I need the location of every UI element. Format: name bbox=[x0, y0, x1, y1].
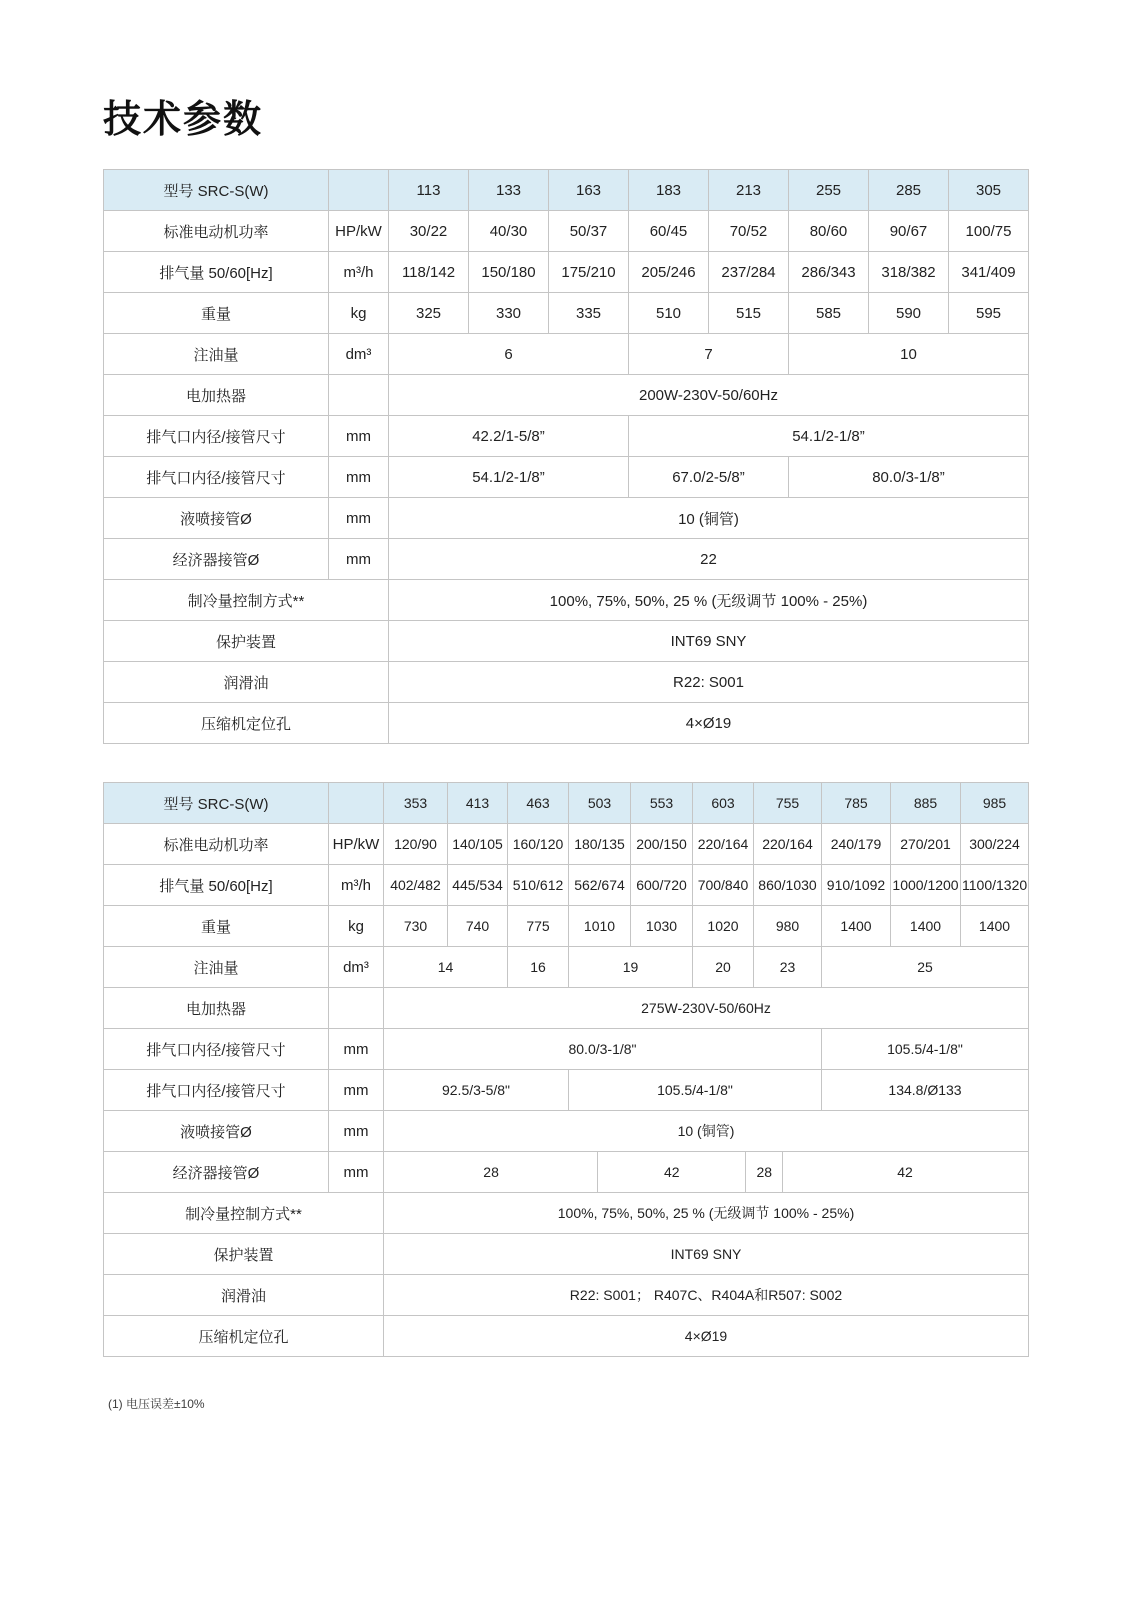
value-cell: 600/720 bbox=[631, 865, 693, 906]
merged-value-cell: 10 bbox=[789, 334, 1029, 375]
row-label-cell: 压缩机定位孔 bbox=[104, 1316, 384, 1357]
unit-header-cell bbox=[329, 783, 384, 824]
unit-cell: mm bbox=[329, 1152, 384, 1193]
value-cell: 100/75 bbox=[949, 211, 1029, 252]
value-cell: 180/135 bbox=[569, 824, 631, 865]
table-row bbox=[104, 334, 1029, 375]
row-label-cell: 排气口内径/接管尺寸 bbox=[104, 457, 329, 498]
value-cell: 270/201 bbox=[891, 824, 961, 865]
value-cell: 16 bbox=[508, 947, 569, 988]
value-cell: 510 bbox=[629, 293, 709, 334]
model-cell: 133 bbox=[469, 170, 549, 211]
model-cell: 183 bbox=[629, 170, 709, 211]
value-cell: 910/1092 bbox=[822, 865, 891, 906]
row-label-cell: 制冷量控制方式** bbox=[104, 1193, 384, 1234]
table-row bbox=[104, 1152, 1029, 1193]
table-row bbox=[104, 457, 1029, 498]
row-label-cell: 注油量 bbox=[104, 947, 329, 988]
row-label-cell: 重量 bbox=[104, 293, 329, 334]
table-row bbox=[104, 1275, 1029, 1316]
value-cell: 200/150 bbox=[631, 824, 693, 865]
value-cell: 240/179 bbox=[822, 824, 891, 865]
value-cell: 40/30 bbox=[469, 211, 549, 252]
model-cell: 255 bbox=[789, 170, 869, 211]
unit-cell: mm bbox=[329, 1111, 384, 1152]
unit-cell bbox=[329, 988, 384, 1029]
table-row bbox=[104, 416, 1029, 457]
flex-cell-row bbox=[385, 1152, 1027, 1192]
merged-value-cell: 200W-230V-50/60Hz bbox=[389, 375, 1029, 416]
merged-value-cell: 25 bbox=[822, 947, 1029, 988]
row-label-cell: 液喷接管Ø bbox=[104, 1111, 329, 1152]
table-row bbox=[104, 947, 1029, 988]
table-row bbox=[104, 824, 1029, 865]
spec-tables-container bbox=[103, 169, 1028, 1357]
value-cell: 590 bbox=[869, 293, 949, 334]
merged-flex-cell bbox=[384, 1152, 1029, 1193]
model-cell: 785 bbox=[822, 783, 891, 824]
row-label-cell: 制冷量控制方式** bbox=[104, 580, 389, 621]
unit-cell bbox=[329, 375, 389, 416]
value-cell: 1400 bbox=[891, 906, 961, 947]
unit-cell: kg bbox=[329, 906, 384, 947]
model-label-cell: 型号 SRC-S(W) bbox=[104, 783, 329, 824]
unit-cell: HP/kW bbox=[329, 824, 384, 865]
value-cell: 120/90 bbox=[384, 824, 448, 865]
row-label-cell: 润滑油 bbox=[104, 1275, 384, 1316]
value-cell: 730 bbox=[384, 906, 448, 947]
value-cell: 980 bbox=[754, 906, 822, 947]
model-cell: 503 bbox=[569, 783, 631, 824]
merged-value-cell: 80.0/3-1/8” bbox=[789, 457, 1029, 498]
merged-value-cell: 22 bbox=[389, 539, 1029, 580]
model-cell: 353 bbox=[384, 783, 448, 824]
table-row bbox=[104, 662, 1029, 703]
model-cell: 603 bbox=[693, 783, 754, 824]
row-label-cell: 标准电动机功率 bbox=[104, 824, 329, 865]
value-cell: 585 bbox=[789, 293, 869, 334]
value-cell: 860/1030 bbox=[754, 865, 822, 906]
value-cell: 775 bbox=[508, 906, 569, 947]
value-cell: 300/224 bbox=[961, 824, 1029, 865]
merged-value-cell: 54.1/2-1/8” bbox=[389, 457, 629, 498]
spec-table-1 bbox=[103, 169, 1029, 744]
row-label-cell: 排气量 50/60[Hz] bbox=[104, 252, 329, 293]
footnote: (1) 电压误差±10% bbox=[108, 1397, 205, 1411]
value-cell: 118/142 bbox=[389, 252, 469, 293]
value-cell: 1020 bbox=[693, 906, 754, 947]
value-cell: 28 bbox=[746, 1152, 783, 1192]
model-cell: 163 bbox=[549, 170, 629, 211]
row-label-cell: 排气口内径/接管尺寸 bbox=[104, 416, 329, 457]
value-cell: 1030 bbox=[631, 906, 693, 947]
row-label-cell: 润滑油 bbox=[104, 662, 389, 703]
value-cell: 160/120 bbox=[508, 824, 569, 865]
value-cell: 1000/1200 bbox=[891, 865, 961, 906]
merged-value-cell: R22: S001； R407C、R404A和R507: S002 bbox=[384, 1275, 1029, 1316]
value-cell: 1100/1320 bbox=[961, 865, 1029, 906]
row-label-cell: 重量 bbox=[104, 906, 329, 947]
model-cell: 985 bbox=[961, 783, 1029, 824]
unit-cell: mm bbox=[329, 457, 389, 498]
value-cell: 1400 bbox=[822, 906, 891, 947]
value-cell: 50/37 bbox=[549, 211, 629, 252]
merged-value-cell: INT69 SNY bbox=[389, 621, 1029, 662]
value-cell: 318/382 bbox=[869, 252, 949, 293]
merged-value-cell: 105.5/4-1/8" bbox=[822, 1029, 1029, 1070]
merged-value-cell: 100%, 75%, 50%, 25 % (无级调节 100% - 25%) bbox=[384, 1193, 1029, 1234]
row-label-cell: 排气口内径/接管尺寸 bbox=[104, 1070, 329, 1111]
page-title: 技术参数 bbox=[103, 99, 264, 141]
merged-value-cell: 19 bbox=[569, 947, 693, 988]
unit-cell: m³/h bbox=[329, 252, 389, 293]
model-cell: 463 bbox=[508, 783, 569, 824]
model-cell: 755 bbox=[754, 783, 822, 824]
unit-cell: mm bbox=[329, 416, 389, 457]
model-cell: 285 bbox=[869, 170, 949, 211]
value-cell: 220/164 bbox=[693, 824, 754, 865]
unit-header-cell bbox=[329, 170, 389, 211]
unit-cell: dm³ bbox=[329, 334, 389, 375]
table-row bbox=[104, 988, 1029, 1029]
value-cell: 562/674 bbox=[569, 865, 631, 906]
unit-cell: mm bbox=[329, 1070, 384, 1111]
table-row bbox=[104, 1316, 1029, 1357]
table-row bbox=[104, 375, 1029, 416]
model-cell: 213 bbox=[709, 170, 789, 211]
document-page bbox=[103, 88, 1028, 1412]
model-cell: 553 bbox=[631, 783, 693, 824]
value-cell: 341/409 bbox=[949, 252, 1029, 293]
table-header-row bbox=[104, 783, 1029, 824]
merged-value-cell: 100%, 75%, 50%, 25 % (无级调节 100% - 25%) bbox=[389, 580, 1029, 621]
merged-value-cell: 92.5/3-5/8" bbox=[384, 1070, 569, 1111]
value-cell: 42 bbox=[897, 1164, 913, 1180]
merged-value-cell: 6 bbox=[389, 334, 629, 375]
table-row bbox=[104, 1029, 1029, 1070]
unit-cell: mm bbox=[329, 498, 389, 539]
merged-value-cell: 54.1/2-1/8” bbox=[629, 416, 1029, 457]
value-cell: 335 bbox=[549, 293, 629, 334]
value-cell: 740 bbox=[448, 906, 508, 947]
unit-cell: m³/h bbox=[329, 865, 384, 906]
value-cell: 30/22 bbox=[389, 211, 469, 252]
unit-cell: mm bbox=[329, 539, 389, 580]
value-cell: 402/482 bbox=[384, 865, 448, 906]
table-row bbox=[104, 293, 1029, 334]
merged-value-cell: 42.2/1-5/8” bbox=[389, 416, 629, 457]
table-row bbox=[104, 211, 1029, 252]
value-cell: 1010 bbox=[569, 906, 631, 947]
merged-value-cell: 4×Ø19 bbox=[389, 703, 1029, 744]
merged-value-cell: 14 bbox=[384, 947, 508, 988]
row-label-cell: 保护装置 bbox=[104, 1234, 384, 1275]
value-cell: 515 bbox=[709, 293, 789, 334]
row-label-cell: 标准电动机功率 bbox=[104, 211, 329, 252]
value-cell: 28 bbox=[385, 1152, 598, 1192]
unit-cell: HP/kW bbox=[329, 211, 389, 252]
value-cell: 42 bbox=[598, 1152, 746, 1192]
table-row bbox=[104, 1070, 1029, 1111]
row-label-cell: 经济器接管Ø bbox=[104, 539, 329, 580]
table-row bbox=[104, 498, 1029, 539]
merged-value-cell: 80.0/3-1/8" bbox=[384, 1029, 822, 1070]
merged-value-cell: 275W-230V-50/60Hz bbox=[384, 988, 1029, 1029]
value-cell: 445/534 bbox=[448, 865, 508, 906]
table-row bbox=[104, 865, 1029, 906]
table-header-row bbox=[104, 170, 1029, 211]
model-label-cell: 型号 SRC-S(W) bbox=[104, 170, 329, 211]
row-label-cell: 经济器接管Ø bbox=[104, 1152, 329, 1193]
model-cell: 885 bbox=[891, 783, 961, 824]
value-cell: 595 bbox=[949, 293, 1029, 334]
value-cell: 205/246 bbox=[629, 252, 709, 293]
value-cell: 20 bbox=[693, 947, 754, 988]
value-cell: 140/105 bbox=[448, 824, 508, 865]
table-row bbox=[104, 1193, 1029, 1234]
value-cell: 330 bbox=[469, 293, 549, 334]
row-label-cell: 电加热器 bbox=[104, 375, 329, 416]
model-cell: 305 bbox=[949, 170, 1029, 211]
merged-value-cell: INT69 SNY bbox=[384, 1234, 1029, 1275]
row-label-cell: 排气口内径/接管尺寸 bbox=[104, 1029, 329, 1070]
value-cell: 237/284 bbox=[709, 252, 789, 293]
value-cell: 325 bbox=[389, 293, 469, 334]
model-cell: 113 bbox=[389, 170, 469, 211]
table-row bbox=[104, 703, 1029, 744]
value-cell: 60/45 bbox=[629, 211, 709, 252]
model-cell: 413 bbox=[448, 783, 508, 824]
row-label-cell: 液喷接管Ø bbox=[104, 498, 329, 539]
unit-cell: dm³ bbox=[329, 947, 384, 988]
table-row bbox=[104, 252, 1029, 293]
row-label-cell: 压缩机定位孔 bbox=[104, 703, 389, 744]
value-cell: 700/840 bbox=[693, 865, 754, 906]
table-row bbox=[104, 906, 1029, 947]
value-cell: 1400 bbox=[961, 906, 1029, 947]
value-cell: 175/210 bbox=[549, 252, 629, 293]
table-row bbox=[104, 580, 1029, 621]
table-row bbox=[104, 621, 1029, 662]
row-label-cell: 注油量 bbox=[104, 334, 329, 375]
value-cell: 150/180 bbox=[469, 252, 549, 293]
merged-value-cell: 10 (铜管) bbox=[389, 498, 1029, 539]
value-cell: 286/343 bbox=[789, 252, 869, 293]
row-label-cell: 电加热器 bbox=[104, 988, 329, 1029]
value-cell: 80/60 bbox=[789, 211, 869, 252]
table-row bbox=[104, 539, 1029, 580]
value-cell: 220/164 bbox=[754, 824, 822, 865]
merged-value-cell: 67.0/2-5/8” bbox=[629, 457, 789, 498]
table-row bbox=[104, 1111, 1029, 1152]
unit-cell: mm bbox=[329, 1029, 384, 1070]
merged-value-cell: 105.5/4-1/8" bbox=[569, 1070, 822, 1111]
row-label-cell: 排气量 50/60[Hz] bbox=[104, 865, 329, 906]
merged-value-cell: 7 bbox=[629, 334, 789, 375]
value-cell: 70/52 bbox=[709, 211, 789, 252]
row-label-cell: 保护装置 bbox=[104, 621, 389, 662]
unit-cell: kg bbox=[329, 293, 389, 334]
merged-value-cell: 10 (铜管) bbox=[384, 1111, 1029, 1152]
value-cell: 510/612 bbox=[508, 865, 569, 906]
table-row bbox=[104, 1234, 1029, 1275]
spec-table-2 bbox=[103, 782, 1029, 1357]
merged-value-cell: 4×Ø19 bbox=[384, 1316, 1029, 1357]
value-cell: 90/67 bbox=[869, 211, 949, 252]
merged-value-cell: R22: S001 bbox=[389, 662, 1029, 703]
value-cell: 23 bbox=[754, 947, 822, 988]
merged-value-cell: 134.8/Ø133 bbox=[822, 1070, 1029, 1111]
